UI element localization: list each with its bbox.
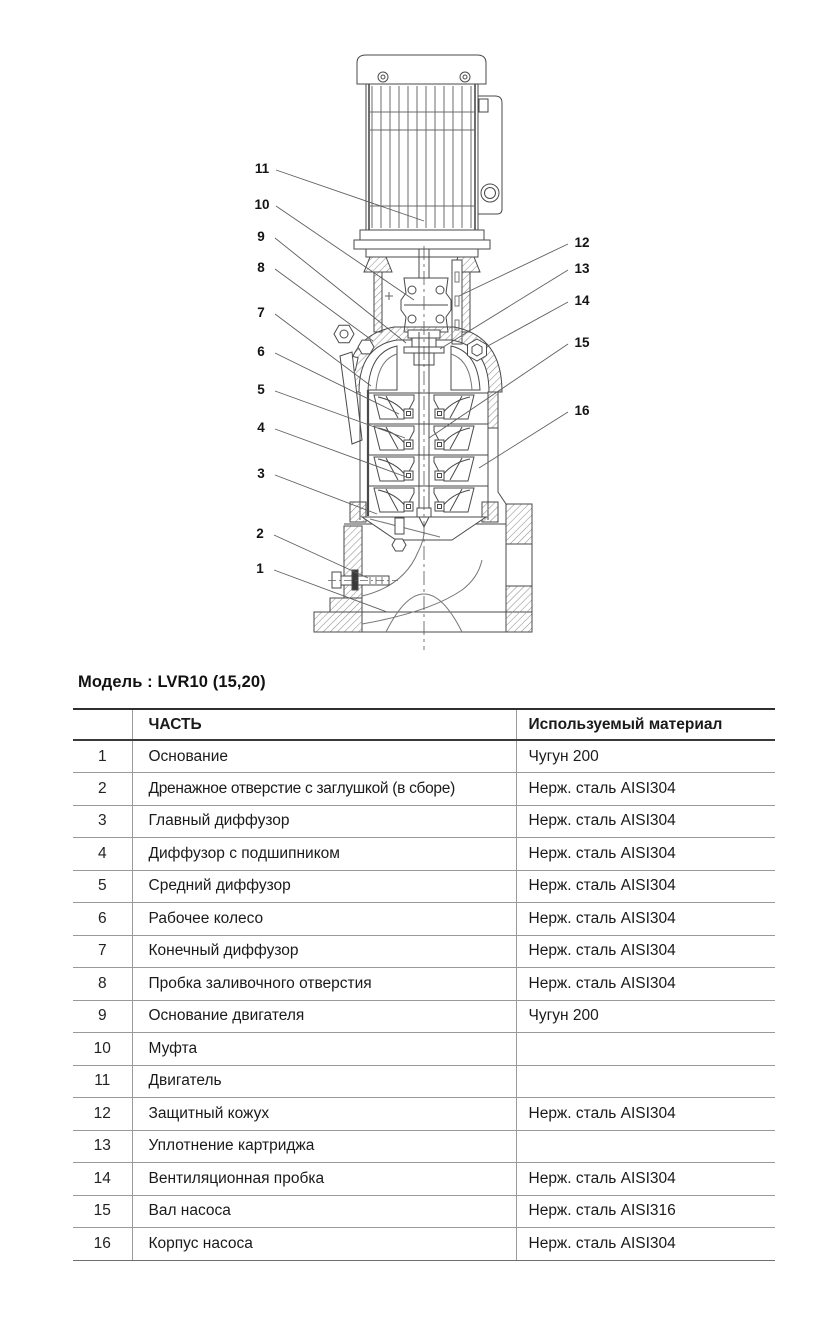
parts-table-body	[73, 740, 775, 1260]
callout-label-8: 8	[257, 260, 265, 275]
header-row	[73, 709, 775, 740]
row-number-cell: 15	[73, 1195, 132, 1228]
row-number-cell: 6	[73, 903, 132, 936]
part-name-cell: Основание двигателя	[132, 1000, 516, 1033]
row-number-cell: 4	[73, 838, 132, 871]
part-name-cell: Вентиляционная пробка	[132, 1163, 516, 1196]
material-cell: Нерж. сталь AISI304	[516, 773, 775, 806]
material-cell: Чугун 200	[516, 740, 775, 773]
callout-label-3: 3	[257, 466, 265, 481]
table-row	[73, 870, 775, 903]
callout-label-16: 16	[574, 403, 590, 418]
material-cell: Нерж. сталь AISI316	[516, 1195, 775, 1228]
table-row	[73, 1000, 775, 1033]
part-name-cell: Двигатель	[132, 1065, 516, 1098]
material-cell: Нерж. сталь AISI304	[516, 935, 775, 968]
callout-label-13: 13	[574, 261, 590, 276]
material-cell: Чугун 200	[516, 1000, 775, 1033]
table-row	[73, 1195, 775, 1228]
material-cell	[516, 1130, 775, 1163]
table-row	[73, 1098, 775, 1131]
parts-table-header	[73, 709, 775, 740]
header-material-cell: Используемый материал	[516, 709, 775, 740]
callout-label-2: 2	[256, 526, 264, 541]
row-number-cell: 8	[73, 968, 132, 1001]
row-number-cell: 9	[73, 1000, 132, 1033]
callout-label-10: 10	[254, 197, 270, 212]
row-number-cell: 13	[73, 1130, 132, 1163]
table-row	[73, 1130, 775, 1163]
part-name-cell: Конечный диффузор	[132, 935, 516, 968]
row-number-cell: 14	[73, 1163, 132, 1196]
table-row	[73, 805, 775, 838]
part-name-cell: Уплотнение картриджа	[132, 1130, 516, 1163]
table-row	[73, 968, 775, 1001]
part-name-cell: Корпус насоса	[132, 1228, 516, 1261]
callout-label-14: 14	[574, 293, 590, 308]
row-number-cell: 12	[73, 1098, 132, 1131]
row-number-cell: 7	[73, 935, 132, 968]
row-number-cell: 5	[73, 870, 132, 903]
part-name-cell: Главный диффузор	[132, 805, 516, 838]
table-row	[73, 838, 775, 871]
callout-label-4: 4	[257, 420, 265, 435]
callout-label-9: 9	[257, 229, 265, 244]
material-cell: Нерж. сталь AISI304	[516, 1228, 775, 1261]
material-cell	[516, 1033, 775, 1066]
callout-label-1: 1	[256, 561, 264, 576]
part-name-cell: Вал насоса	[132, 1195, 516, 1228]
header-number-cell	[73, 709, 132, 740]
part-name-cell: Защитный кожух	[132, 1098, 516, 1131]
table-row	[73, 773, 775, 806]
row-number-cell: 2	[73, 773, 132, 806]
pump-drawing	[314, 55, 532, 650]
row-number-cell: 3	[73, 805, 132, 838]
material-cell: Нерж. сталь AISI304	[516, 968, 775, 1001]
table-row	[73, 903, 775, 936]
row-number-cell: 11	[73, 1065, 132, 1098]
part-name-cell: Пробка заливочного отверстия	[132, 968, 516, 1001]
material-cell: Нерж. сталь AISI304	[516, 1163, 775, 1196]
callout-label-11: 11	[254, 161, 270, 176]
header-part-cell: ЧАСТЬ	[132, 709, 516, 740]
row-number-cell: 16	[73, 1228, 132, 1261]
callout-label-6: 6	[257, 344, 265, 359]
material-cell: Нерж. сталь AISI304	[516, 1098, 775, 1131]
part-name-cell: Муфта	[132, 1033, 516, 1066]
part-name-cell: Основание	[132, 740, 516, 773]
table-row	[73, 740, 775, 773]
material-cell	[516, 1065, 775, 1098]
part-name-cell: Рабочее колесо	[132, 903, 516, 936]
table-row	[73, 1163, 775, 1196]
material-cell: Нерж. сталь AISI304	[516, 805, 775, 838]
callout-label-12: 12	[574, 235, 590, 250]
callout-label-7: 7	[257, 305, 265, 320]
table-row	[73, 935, 775, 968]
material-cell: Нерж. сталь AISI304	[516, 870, 775, 903]
parts-table	[73, 708, 775, 1261]
table-row	[73, 1033, 775, 1066]
material-cell: Нерж. сталь AISI304	[516, 903, 775, 936]
material-cell: Нерж. сталь AISI304	[516, 838, 775, 871]
part-name-cell: Дренажное отверстие с заглушкой (в сборе)	[132, 773, 516, 806]
table-row	[73, 1065, 775, 1098]
row-number-cell: 1	[73, 740, 132, 773]
callout-label-5: 5	[257, 382, 265, 397]
part-name-cell: Средний диффузор	[132, 870, 516, 903]
callout-label-15: 15	[574, 335, 590, 350]
table-row	[73, 1228, 775, 1261]
part-name-cell: Диффузор с подшипником	[132, 838, 516, 871]
model-title: Модель : LVR10 (15,20)	[78, 673, 266, 691]
row-number-cell: 10	[73, 1033, 132, 1066]
